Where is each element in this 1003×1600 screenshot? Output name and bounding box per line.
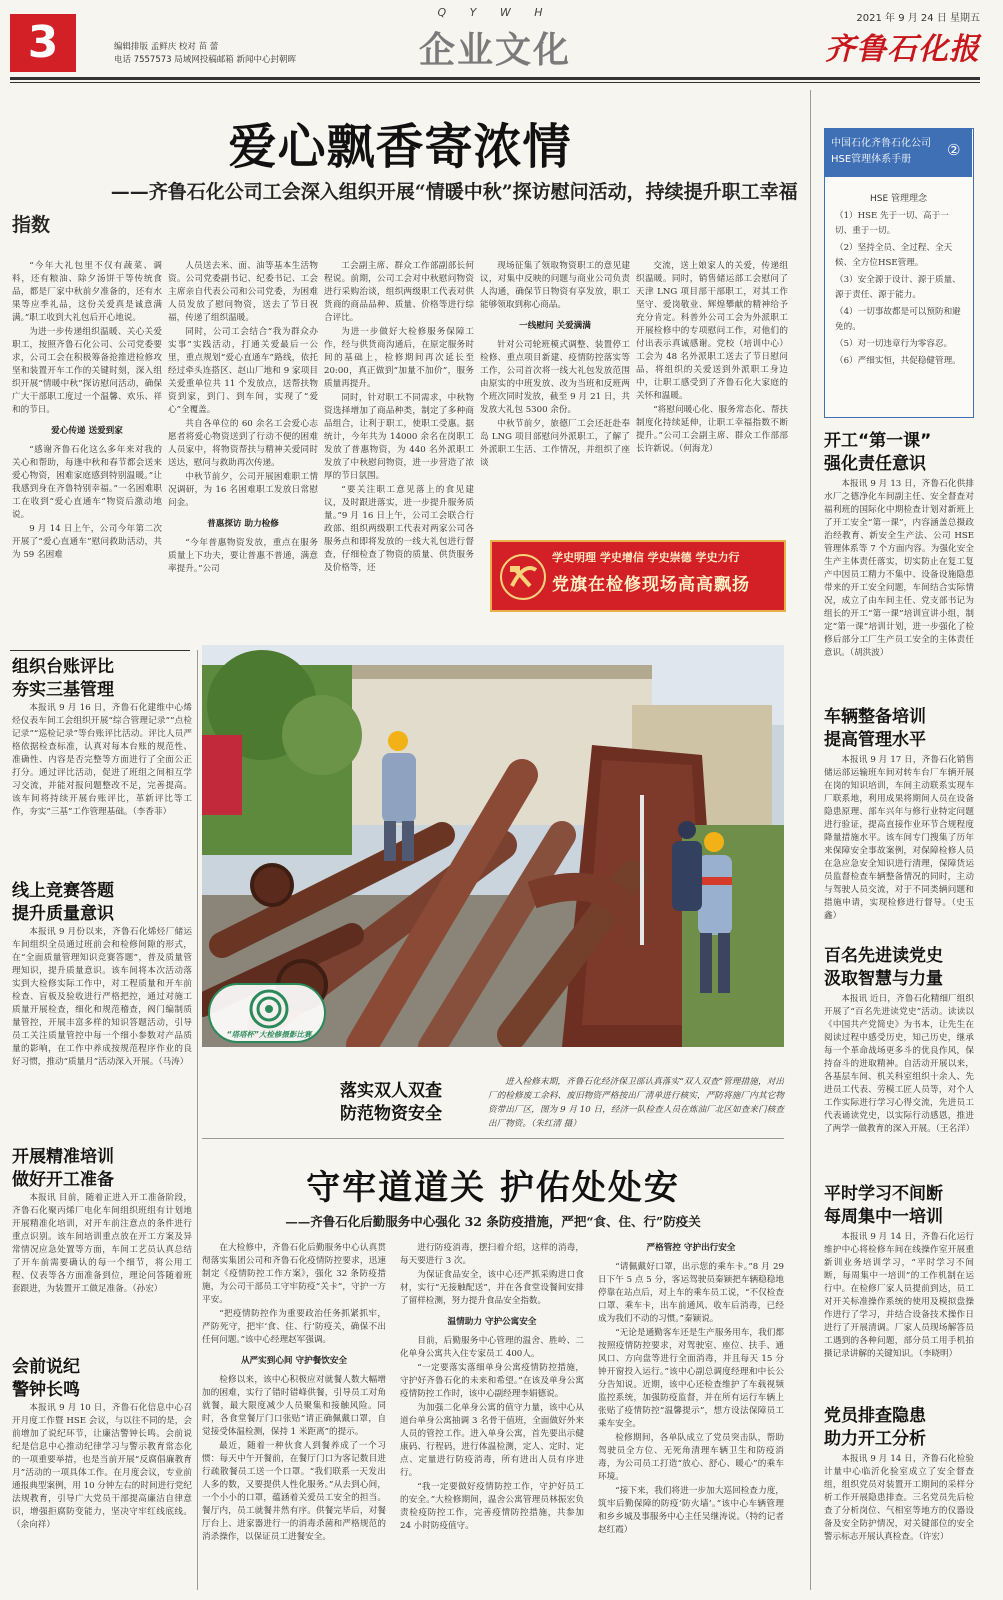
staff-line-1: 编辑排版 孟鲜庆 校对 苗 蕾	[114, 42, 219, 52]
sidebar-brief-body: 本报讯 近日，齐鲁石化精细厂组织开展了“百名先进读党史”活动。读读以《中国共产党简史》为书本，让先生在阅读过程中感受历史，知己历史，继承每一个革命战场更多斗的优良作风，保持奋斗的进取精神。自活动开展以来，各基层车间、机关科室组织十余人、先进员工代表、劳模工匠人员等，对个人工作实际进行学习心得交流，先进员工代表诵读党史，以实际行动感恩，推进了两学一做教育的深入开展。（王名洋）	[824, 994, 974, 1134]
section-pinyin: Q Y W H	[437, 6, 553, 19]
sidebar-brief-title: 党员排查隐患 助力开工分析	[824, 1406, 926, 1449]
hse-concept-item: （2）坚持全员、全过程、全天候、全方位HSE管理。	[835, 243, 953, 268]
competition-badge	[208, 983, 326, 1043]
sidebar-brief-title: 开工“第一课” 强化责任意识	[824, 431, 932, 474]
left-brief-title: 开展精准培训 做好开工准备	[12, 1147, 114, 1190]
hse-concept-item: （4）一切事故都是可以预防和避免的。	[835, 307, 961, 332]
banner-slogan: 学史明理 学史增信 学史崇德 学史力行	[552, 551, 740, 564]
party-emblem-icon	[498, 552, 548, 602]
second-subsection-2: 温情助力 守护公寓安全	[447, 1317, 537, 1327]
photo-caption-body: 进入检修末期，齐鲁石化经济保卫部认真落实“双人双查”管理措施，对出厂的检修废工余料、废旧物资严格按出厂清单进行核实，严防将施厂内其它物资带出厂区，图为 9 月 10 日，经济一队检查人员在炼油厂北区如查来门核查出厂物资。（朱红清 摄）	[488, 1077, 784, 1129]
left-brief-body: 本报讯 9 月份以来，齐鲁石化烯烃厂储运车间组织全员通过班前会和检修间隙的形式，在“全面质量管理知识竞赛答题”，普及质量管理知识，提升质量意识。该车间将本次活动落实到大检修实际工作中，对工程质量和开车前检查、盲板及验收进行严格把控，通过对施工质量开展检查，细化和规范稽查，阀门编制质量管控，开展丰富多样的知识答题活动，引导员工关注质量管控中每一个细小参数对产品质量的影响，在工作中养成按规范程序作业的良好习惯，推动“质量月”活动深入开展。（马涛）	[12, 927, 192, 1067]
main-photo	[202, 645, 784, 1047]
hse-concept-title: HSE 管理理念	[869, 194, 928, 204]
lead-subsection-2: 普惠探访 助力检修	[207, 519, 279, 529]
lead-column-4: 现场征集了领取物资职工的意见建议，对集中反映的问题与商业公司负责人沟通，确保节日物资有享发放，职工能够领取到称心商品。 一线慰问 关爱满满 针对公司轮班模式调整、装置停工检修、重点项目新建、疫情防控落实等工作，公司首次将一线大礼包发放范围由原实的中班发放、改为当班和反班两个班次同时发放，截至 9 月 21 日，共发放大礼包 5300 余份。 中秋节前夕，旅德厂工会还赶赴奉岛 LNG 项目部慰问外派职工，了解了外派职工生活、工作情况，并组织了座谈	[480, 261, 630, 468]
masthead-logo: 齐鲁石化报	[825, 32, 980, 67]
left-brief-body: 本报讯 目前，随着正进入开工准备阶段，齐鲁石化聚丙烯厂电化车间组织班组有计划地开展精准化培训，对开车前注意点的条件进行重点识别。该车间培训重点放在开工方案及异常情况应急处置等方面，车间工艺员认真总结了开车前需要确认的每一个细节，将公用工程、仪表等各方面准备到位，理论问答随着班套跟进，为装置开工做足准备。（孙宏）	[12, 1193, 192, 1294]
left-brief-body: 本报讯 9 月 10 日，齐鲁石化信息中心召开月度工作暨 HSE 会议，与以往不同的是，会前增加了说纪环节，让廉洁警钟长鸣。会前说纪是信息中心推动纪律学习与警示教育常态化的一项重要举措，也是当前开展“反腐倡廉教育月”活动的一项具体工作。在月度会议，专业前通报典型案例，用 10 分钟左右的时间进行党纪法规教育，引导广大党员干部提高廉洁自律意识，增强拒腐防变能力，坚决守牢红线底线。（余向祥）	[12, 1403, 192, 1530]
hse-box-number: ②	[947, 141, 961, 159]
second-subsection-1: 从严实到心间 守护餐饮安全	[240, 1356, 348, 1366]
header-rule-thin	[10, 82, 980, 83]
hse-concept-item: （5）对一切违章行为零容忍。	[835, 339, 953, 349]
hse-concept-item: （1）HSE 先于一切、高于一切、重于一切。	[835, 211, 949, 236]
lead-column-1: “今年大礼包里不仅有蔬菜、调料，还有粮油、除夕汤饼干等传统食品，都是厂家中秋前夕准备的，还有水果等应季礼品，这份关爱真是诚意满满。”职工收到大礼包后开心地说。 为进一步传递组织温暖、关心关爱职工，按照齐鲁石化公司、公司党委要求，公司工会在积极筹备抢推进检修攻坚和装置开车工作的关键时刻，深入组织开展“情暖中秋”探访慰问活动，确保广大干部职工度过一个温馨、欢乐、祥和的节日。 爱心传递 送爱到家 “感谢齐鲁石化这么多年来对我的关心和帮助，每逢中秋和春节都会送来爱心物资，困难家庭感到特别温暖。”让我感到身在齐鲁特别幸福。”一名困难职工在收到“爱心直通车”物资后激动地说。 9 月 14 日上午，公司今年第二次开展了“爱心直通车”慰问救助活动，共为 59 名困难	[12, 261, 162, 560]
left-brief-title: 线上竞赛答题 提升质量意识	[12, 881, 114, 924]
photo-caption-title: 落实双人双查 防范物资安全	[340, 1081, 442, 1124]
sidebar-brief-body: 本报讯 9 月 14 日，齐鲁石化检验计量中心临沂化验室成立了安全督查组，组织党员对装置开工期间的采样分析工作开展隐患排查。三名党员先后检查了分析岗位、气相室等地方的仪器设备及安全防护情况，对关键部位的安全警示标志开展认真检查。（许宏）	[824, 1454, 974, 1542]
issue-date: 2021 年 9 月 24 日 星期五	[856, 13, 980, 24]
sidebar-brief-body: 本报讯 9 月 13 日，齐鲁石化供排水厂之德净化车间副主任、安全督查对福利班的国际化中期检查计划对新班上了开工安全“第一课”，内容涵盖总摄政治经教育、新安全生产法、公司 HSE 管理体系等 7 个方面内容。为强化安全生产主体责任落实，切实防止在复工复产中因员工精力不集中、设备设施隐患带来的开工安全问题，车间结合实际情况，成立了由车间主任、党支部书记为组长的开工“第一课”培训宣讲小组，制定“第一课”培训计划，进一步强化了检修后部分工厂生产员工安全的主体责任意识。（胡洪波）	[824, 479, 974, 658]
page-number-block: 3	[10, 14, 76, 72]
hse-concept-list	[835, 209, 965, 369]
left-brief-body: 本报讯 9 月 16 日，齐鲁石化建维中心烯烃仪表车间工会组织开展“综合管理记录”“点检记录”“巡检记录”等台账评比活动。评比人员严格依据检查标准，认真对每本台账的规范性、准确性、内容是否完整等方面进行了全面公正打分。通过评比活动，促进了班组之间相互学习交流，并能对报问题整改不足，完善提高。该车间将持续开展台账评比，革新评比等工作，夯实“三基”工作管理基础。（李香菲）	[12, 703, 192, 817]
lead-subsection-1: 爱心传递 送爱到家	[51, 426, 123, 436]
second-subhead: ——齐鲁石化后勤服务中心强化 32 条防疫措施，严把“食、住、行”防疫关	[285, 1214, 701, 1229]
sidebar-brief-title: 平时学习不间断 每周集中一培训	[824, 1184, 943, 1227]
lead-column-2: 人员送去米、面、油等基本生活物资。公司党委副书记、纪委书记、工会主席亲自代表公司和公司党委，为困难人员发放了慰问物资，送去了节日祝福，传递了组织温暖。 同时，公司工会结合“我为群众办实事”实践活动，打通关爱最后一公里，重点规划“爱心直通车”路线，依托经过牵头连搭区、赵山厂地和 9 家项目关爱重单位共 11 个发放点，送帮扶物资到家，到门、到车间，实现了“爱心”全覆盖。 共自各单位的 60 余名工会爱心志愿者将爱心物资送到了行动不便的困难人员家中，将物资帮扶与精神关爱同时送达，慰问与救助再次传递。 中秋节前夕，公司开展困难职工情况调研，为 16 名困难职工发放日常慰问金。 普惠探访 助力检修 “今年普惠物资发放，重点在服务质量上下功夫，要让普惠不普通，满意率提升。”公司	[168, 261, 318, 574]
staff-line-2: 电话 7557573 局域网投稿邮箱 新闻中心封朝晖	[114, 55, 296, 65]
second-column-3: 严格管控 守护出行安全 “请佩戴好口罩，出示您的乘车卡。”8 月 29 日下午 5 点 5 分，客运驾驶员秦颖把车辆稳稳地停靠在站点后，对上车的乘车员工说，“不仅检查口罩、乘车卡，出车前通风、收车后消毒，已经成为我们不动的习惯。”秦颖说。 “无论是通勤客车还是生产服务用车，我们都按照疫情防控要求，对驾驶室、座位、扶手、通风口、方向盘等进行全面消毒，并且每天 15 分钟开窗投入运行。”该中心副总调度经理和中长公分告知说。近期，该中心还检查维护了车载视频监控系统，加强防疫监督，并在所有运行车辆上张贴了疫情防控“温馨提示”，想方设法保障员工乘车安全。 检修期间，各单队成立了党员突击队，帮助驾驶员全方位、无死角清理车辆卫生和防疫消毒，为公司员工打造“放心、舒心、暖心”的乘车环境。 “接下来，我们将进一步加大巡回检查力度，筑牢后勤保障的防疫‘防火墙’。”该中心车辆管理和乡乡城及事服务中心主任吴继涛说。（特约记者 赵红霞）	[598, 1243, 784, 1535]
left-brief-title: 会前说纪 警钟长鸣	[12, 1357, 80, 1400]
sidebar-brief-body: 本报讯 9 月 17 日，齐鲁石化销售储运部运输班车间对转车台厂车辆开展在岗的知识培训，车间主动联系实现车厂联系地，利用成果将期间人员在设备隐患原理、部车兴年与修行业特定问题进行验证，提高直接作业环节合规程度降量措施水平。该车间专门搜集了历年来保障安全事故案例，对保障检修人员在急应急安全知识进行清理，保障货运员监督检查车辆整备情况的同时，主动与驾驶人员交流，对于不同类辆问题和措施申请，实现检修进行督导。（史玉鑫）	[824, 755, 974, 921]
second-column-2: 进行防疫消毒，摆扫着介绍，这样的消毒，每天要进行 3 次。 为保证食品安全，该中心还严抓采购进口食材，实行“无接触配送”，并在各食堂设餐间安排了留样检测，努力提升食品安全指数。 温情助力 守护公寓安全 目前，后勤服务中心管理的温舍、胜岭、二化单身公寓共入住专家员工 400人。 “一定要落实落细单身公寓疫情防控措施，守护好齐鲁石化的未来和希望。”在该及单身公寓疫情防控工作时，该中心副经理李娟德说。 为加强二化单身公寓的值守力量，该中心从道台单身公寓抽调 3 名骨干值班，全面做好外来人员的管控工作。进入单身公寓，首先要出示健康码、行程码，进行体温检测，定人、定时、定点、定量进行防疫消毒，所有进出人员有序进行。 “我一定要做好疫情防控工作，守护好员工的安全。”大检修期间，温舍公寓管理员林振宏负责检疫防控工作，完善疫情防控措施，共参加 24 小时防疫值守。	[400, 1243, 584, 1531]
hse-box-title: 中国石化齐鲁石化公司 HSE管理体系手册	[831, 138, 931, 165]
lead-bottom-rule	[10, 650, 190, 651]
party-banner	[490, 540, 786, 612]
sidebar-brief-body: 本报讯 9 月 14 日，齐鲁石化运行维护中心将检修车间在线操作室开展重新训业务培训学习，“平时学习不间断，每周集中一培训”的工作机制在运行中。在检修厂家人员提前到达，员工对开关标准操作系统的使用及模拟盘操作进行了学习，并结合设备技术操作日进行了开展清调。厂家人员现场解答员工遇到的各种问题，部分员工用手机拍摄记录讲解的关键知识。（李晓明）	[824, 1232, 974, 1359]
lead-column-3: 工会副主席、群众工作部副部长何程说。前期，公司工会对中秋慰问物资进行采购治谈，组织两级职工代表对供货商的商品品种、质量、价格等进行综合评比。 为进一步做好大检修服务保障工作，经与供货商沟通后，在原定服务时间的基础上，检修期间再次延长至 20:00，真正做到“加量不加价”，服务质量再提升。 同时，针对职工不同需求，中秋物资选择增加了商品种类，制定了多种商品组合，让利于职工，使职工受惠。据统计，今年共为 14000 余名在岗职工发放了普惠物资，为 440 名外派职工发放了中秋慰问物资，进一步营造了浓厚的节日氛围。 “要关注职工意见落上的食见建议，及时跟进落实，进一步提升服务质量。”9 月 16 日上午，公司工会联合行政部、组织两级职工代表对两家公司各服务点和即将发放的一线大礼包进行督查，仔细检查了物资的质量、供货服务及价格等，还	[324, 261, 474, 573]
left-brief-title: 组织台账评比 夯实三基管理	[12, 657, 114, 700]
section-title: 企业文化	[418, 30, 571, 71]
second-column-1: 在大检修中，齐鲁石化后勤服务中心认真贯彻落实集团公司和齐鲁石化疫情防控要求，迅速制定《疫情防控工作方案》，强化 32 条防疫措施，为公司干部员工守牢防疫“关卡”，守护一方平安。 “把疫情防控作为重要政治任务抓紧抓牢，严防死守，把牢‘食、住、行’防疫关，确保不出任何问题。”该中心经理赵军强调。 从严实到心间 守护餐饮安全 检修以来，该中心积极应对就餐人数大幅增加的困难，实行了错时错峰供餐，引导员工对角就餐，最大限度减少人员聚集和接触风险。同时，各食堂餐厅门口张贴“请正确佩戴口罩，自觉接受体温检测，保持 1 米距离”的提示。 最近，随着一种伙食人到餐养成了一个习惯：每天中午开餐前，在餐厅门口为客记数目进行疏散餐员工送一个口罩。“我们联系一天发出人多的数，又要提供人性化服务。”从去到心间，一个小小的口罩，蕴涵着关爱员工安全的担当。餐厅内，员工就餐井然有序。供餐完毕后，对餐厅台上、进家器进行一的消毒杀菌和严格规范的消杀操作，以保证员工进餐安全。	[202, 1243, 386, 1542]
lead-column-5: 交流，送上娘家人的关爱，传递组织温暖。同时，销售储运部工会慰问了天津 LNG 项目部干部职工，对其工作坚守、爱岗敬业、辉煌攀献的精神给予充分肯定。科普外公司工会为外派职工开展检修中的专项慰问工作，对他们的付出表示真诚感谢。党校（培训中心）工会为 48 名外派职工送去了节日慰问品，将组织的关爱送到外派职工身边中，让职工感受到了齐鲁石化大家庭的关怀和温暖。 “将慰问暖心化、服务常态化、帮扶制度化持续延伸，让职工幸福指数不断提升。”公司工会副主席、群众工作部部长许新说。（何海龙）	[636, 261, 788, 454]
banner-title: 党旗在检修现场高高飘扬	[552, 575, 750, 595]
hse-concept-item: （3）安全源于设计、源于质量、源于责任、源于能力。	[835, 275, 961, 300]
sidebar-brief-title: 车辆整备培训 提高管理水平	[824, 707, 926, 750]
sidebar-rule	[810, 90, 811, 1590]
left-column-rule	[197, 650, 198, 1590]
lead-subsection-3: 一线慰问 关爱满满	[519, 321, 591, 331]
second-article-rule	[202, 1138, 784, 1139]
lead-subhead: ——齐鲁石化公司工会深入组织开展“情暖中秋”探访慰问活动，持续提升职工幸福指数	[12, 181, 798, 236]
header-rule	[10, 77, 980, 80]
competition-logo-icon	[248, 988, 290, 1030]
hse-concept-item: （6）严细实恒，共促稳健管理。	[835, 356, 961, 366]
competition-badge-text: “塔塔杯”大检修摄影比赛	[226, 1030, 312, 1039]
hse-manual-box	[824, 128, 974, 418]
lead-headline: 爱心飘香寄浓情	[228, 119, 572, 175]
hse-box-header	[825, 129, 972, 177]
sidebar-brief-title: 百名先进读党史 汲取智慧与力量	[824, 946, 943, 989]
second-headline: 守牢道道关 护佑处处安	[306, 1168, 680, 1208]
second-subsection-3: 严格管控 守护出行安全	[646, 1243, 736, 1253]
